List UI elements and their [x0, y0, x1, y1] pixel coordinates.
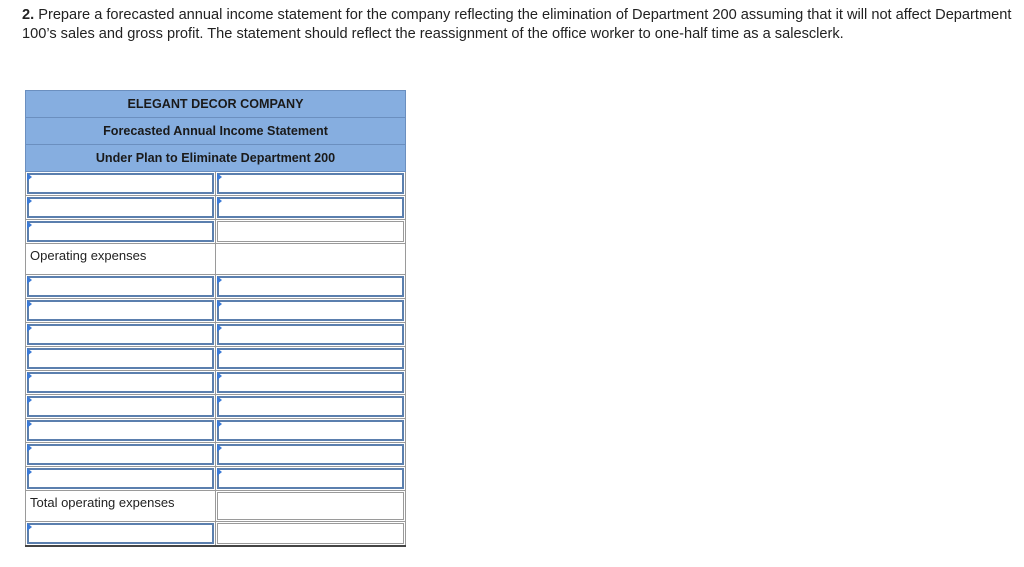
expense-amount-input[interactable] — [217, 276, 404, 297]
dropdown-flag-icon — [27, 324, 32, 332]
expense-amount-input[interactable] — [217, 348, 404, 369]
expense-item-select[interactable] — [27, 276, 214, 297]
dropdown-flag-icon — [27, 523, 32, 531]
expense-amount-input[interactable] — [217, 300, 404, 321]
dropdown-flag-icon — [217, 348, 222, 356]
dropdown-flag-icon — [217, 396, 222, 404]
line-item-select[interactable] — [27, 173, 214, 194]
table-row — [26, 196, 406, 220]
statement-subtitle: Under Plan to Eliminate Department 200 — [26, 145, 406, 172]
total-operating-expenses-row — [26, 491, 406, 522]
dropdown-flag-icon — [27, 276, 32, 284]
table-row — [26, 220, 406, 244]
dropdown-flag-icon — [217, 300, 222, 308]
dropdown-flag-icon — [27, 372, 32, 380]
dropdown-flag-icon — [217, 420, 222, 428]
dropdown-flag-icon — [217, 197, 222, 205]
statement-title: Forecasted Annual Income Statement — [26, 118, 406, 145]
header-title-row — [26, 118, 406, 145]
dropdown-flag-icon — [27, 300, 32, 308]
table-row — [26, 443, 406, 467]
expense-amount-input[interactable] — [217, 468, 404, 489]
table-row — [26, 419, 406, 443]
dropdown-flag-icon — [27, 420, 32, 428]
dropdown-flag-icon — [27, 173, 32, 181]
table-row — [26, 395, 406, 419]
question-number: 2. — [22, 7, 35, 23]
total-operating-expenses-label: Total operating expenses — [30, 495, 175, 510]
expense-item-select[interactable] — [27, 396, 214, 417]
expense-amount-input[interactable] — [217, 372, 404, 393]
table-row — [26, 347, 406, 371]
expense-item-select[interactable] — [27, 372, 214, 393]
table-row — [26, 172, 406, 196]
dropdown-flag-icon — [217, 444, 222, 452]
table-row — [26, 275, 406, 299]
dropdown-flag-icon — [217, 276, 222, 284]
line-item-select[interactable] — [27, 221, 214, 242]
expense-item-select[interactable] — [27, 444, 214, 465]
amount-input[interactable] — [217, 173, 404, 194]
total-operating-expenses-input[interactable] — [217, 492, 404, 520]
expense-item-select[interactable] — [27, 468, 214, 489]
company-name: ELEGANT DECOR COMPANY — [26, 91, 406, 118]
amount-input[interactable] — [217, 221, 404, 242]
amount-input[interactable] — [217, 197, 404, 218]
dropdown-flag-icon — [27, 348, 32, 356]
expense-item-select[interactable] — [27, 324, 214, 345]
dropdown-flag-icon — [217, 468, 222, 476]
dropdown-flag-icon — [217, 372, 222, 380]
dropdown-flag-icon — [27, 221, 32, 229]
question-body: Prepare a forecasted annual income statement for the company reflecting the elimination of Department 200 assuming that it will not affect Department 100’s sales and gross profit. The statement should reflect the reassignment of the office worker to one-half time as a salesclerk. — [22, 7, 1012, 42]
net-income-label-select[interactable] — [27, 523, 214, 544]
header-company-row — [26, 91, 406, 118]
expense-amount-input[interactable] — [217, 324, 404, 345]
dropdown-flag-icon — [27, 396, 32, 404]
dropdown-flag-icon — [217, 324, 222, 332]
operating-expenses-label: Operating expenses — [30, 248, 147, 263]
expense-amount-input[interactable] — [217, 396, 404, 417]
expense-item-select[interactable] — [27, 420, 214, 441]
dropdown-flag-icon — [27, 197, 32, 205]
question-text — [22, 6, 1012, 44]
expense-item-select[interactable] — [27, 300, 214, 321]
table-row — [26, 371, 406, 395]
table-row — [26, 522, 406, 547]
operating-expenses-row — [26, 244, 406, 275]
net-income-amount-input[interactable] — [217, 523, 404, 544]
expense-item-select[interactable] — [27, 348, 214, 369]
expense-amount-input[interactable] — [217, 420, 404, 441]
table-row — [26, 323, 406, 347]
dropdown-flag-icon — [27, 444, 32, 452]
line-item-select[interactable] — [27, 197, 214, 218]
income-statement-table — [25, 90, 406, 547]
dropdown-flag-icon — [217, 173, 222, 181]
table-row — [26, 299, 406, 323]
header-subtitle-row — [26, 145, 406, 172]
dropdown-flag-icon — [27, 468, 32, 476]
expense-amount-input[interactable] — [217, 444, 404, 465]
table-row — [26, 467, 406, 491]
